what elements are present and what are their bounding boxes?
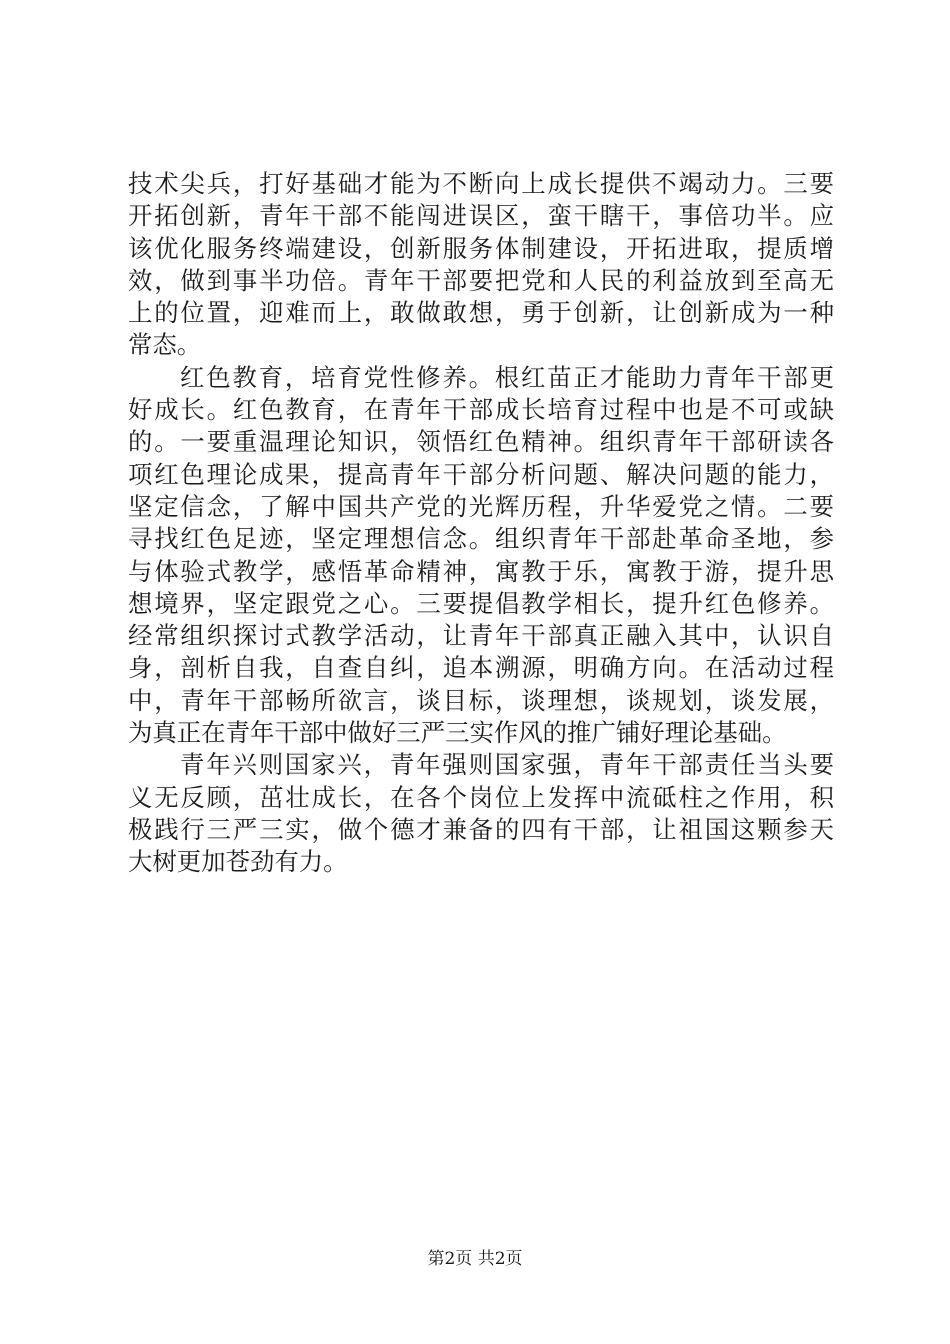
text-line: 极践行三严三实，做个德才兼备的四有干部，让祖国这颗参天 bbox=[128, 814, 834, 844]
text-line: 青年兴则国家兴，青年强则国家强，青年干部责任当头要 bbox=[180, 750, 834, 780]
text-line: 该优化服务终端建设，创新服务体制建设，开拓进取，提质增 bbox=[128, 233, 834, 263]
document-body bbox=[128, 168, 834, 879]
text-line: 红色教育，培育党性修养。根红苗正才能助力青年干部更 bbox=[180, 362, 834, 392]
text-line: 中，青年干部畅所欲言，谈目标，谈理想，谈规划，谈发展， bbox=[128, 685, 834, 715]
text-line: 坚定信念，了解中国共产党的光辉历程，升华爱党之情。二要 bbox=[128, 491, 834, 521]
text-line: 与体验式教学，感悟革命精神，寓教于乐，寓教于游，提升思 bbox=[128, 556, 834, 586]
text-line: 寻找红色足迹，坚定理想信念。组织青年干部赴革命圣地，参 bbox=[128, 524, 834, 554]
page-number-footer: 第2页 共2页 bbox=[427, 1249, 523, 1269]
text-line: 项红色理论成果，提高青年干部分析问题、解决问题的能力， bbox=[128, 459, 834, 489]
text-line: 常态。 bbox=[128, 330, 202, 360]
text-line: 的。一要重温理论知识，领悟红色精神。组织青年干部研读各 bbox=[128, 427, 834, 457]
text-line: 效，做到事半功倍。青年干部要把党和人民的利益放到至高无 bbox=[128, 265, 834, 295]
text-line: 开拓创新，青年干部不能闯进误区，蛮干瞎干，事倍功半。应 bbox=[128, 201, 834, 231]
text-line: 身，剖析自我，自查自纠，追本溯源，明确方向。在活动过程 bbox=[128, 653, 834, 683]
text-line: 经常组织探讨式教学活动，让青年干部真正融入其中，认识自 bbox=[128, 621, 834, 651]
text-line: 义无反顾，茁壮成长，在各个岗位上发挥中流砥柱之作用，积 bbox=[128, 782, 834, 812]
text-line: 为真正在青年干部中做好三严三实作风的推广铺好理论基础。 bbox=[128, 718, 787, 748]
text-line: 技术尖兵，打好基础才能为不断向上成长提供不竭动力。三要 bbox=[128, 169, 834, 198]
text-line: 好成长。红色教育，在青年干部成长培育过程中也是不可或缺 bbox=[128, 395, 834, 425]
text-line: 上的位置，迎难而上，敢做敢想，勇于创新，让创新成为一种 bbox=[128, 298, 834, 328]
text-line: 大树更加苍劲有力。 bbox=[128, 847, 348, 877]
text-line: 想境界，坚定跟党之心。三要提倡教学相长，提升红色修养。 bbox=[128, 588, 834, 618]
